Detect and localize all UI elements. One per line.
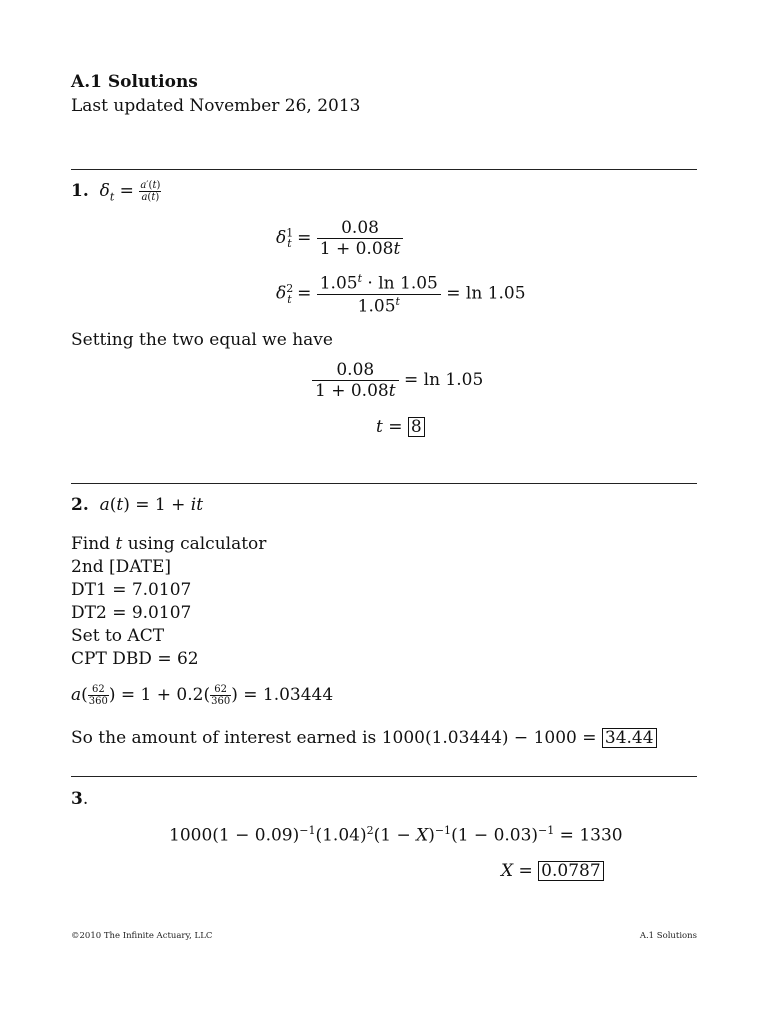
calc-line: Find t using calculator [71,534,267,554]
answer-line-1: t = 8 [376,417,425,437]
answer-box: 34.44 [602,728,657,748]
problem-3-heading: 3. [71,789,89,809]
answer-box: 0.0787 [538,861,603,881]
footer-copyright: ©2010 The Infinite Actuary, LLC [71,931,213,941]
calc-line: 2nd [DATE] [71,557,172,577]
fraction: $\frac{0.08}{1 + 0.08t}$ [317,218,404,259]
last-updated: Last updated November 26, 2013 [71,96,361,116]
answer-line-3: X = 0.0787 [501,861,604,881]
fraction: $\frac{0.08}{1 + 0.08t}$ [312,360,399,401]
calc-line: Set to ACT [71,626,165,646]
interest-line: So the amount of interest earned is 1000(1.03444) − 1000 = 34.44 [71,727,657,749]
equation-delta2: $\delta^2_t$ = $\frac{1.05^t \cdot \ln 1.05}{1.05^t}$ = ln 1.05 [276,272,526,317]
derivative-fraction: $\frac{a'(t)}{a(t)}$ [140,180,161,203]
problem-2-heading: 2. a(t) = 1 + it [71,495,204,515]
setting-text: Setting the two equal we have [71,330,333,350]
calc-line: CPT DBD = 62 [71,649,199,669]
divider [71,169,697,170]
problem-number: 2 [71,495,83,515]
divider [71,776,697,777]
footer-section: A.1 Solutions [639,931,697,941]
equation-accumulation: a( $\frac{62}{360}$ ) = 1 + 0.2( $\frac{62}{360}$ ) = 1.03444 [71,684,334,707]
fraction: $\frac{1.05^t \cdot \ln 1.05}{1.05^t}$ [317,272,441,316]
divider [71,483,697,484]
page-title: A.1 Solutions [71,72,198,92]
problem-number: 3 [71,789,83,809]
equation-problem-3: $1000(1 - 0.09)^{-1}(1.04)^2(1 - X)^{-1}(1 - 0.03)^{-1} = 1330$ [169,824,623,846]
answer-box: 8 [408,417,425,437]
problem-1-heading: 1. $\delta_t$ = $\frac{a'(t)}{a(t)}$ [71,180,161,204]
equation-delta1: $\delta^1_t$ = $\frac{0.08}{1 + 0.08t}$ [276,218,403,259]
calc-line: DT2 = 9.0107 [71,603,192,623]
calc-line: DT1 = 7.0107 [71,580,192,600]
equation-set-equal: $\frac{0.08}{1 + 0.08t}$ = ln 1.05 [312,360,483,401]
problem-number: 1 [71,181,83,201]
